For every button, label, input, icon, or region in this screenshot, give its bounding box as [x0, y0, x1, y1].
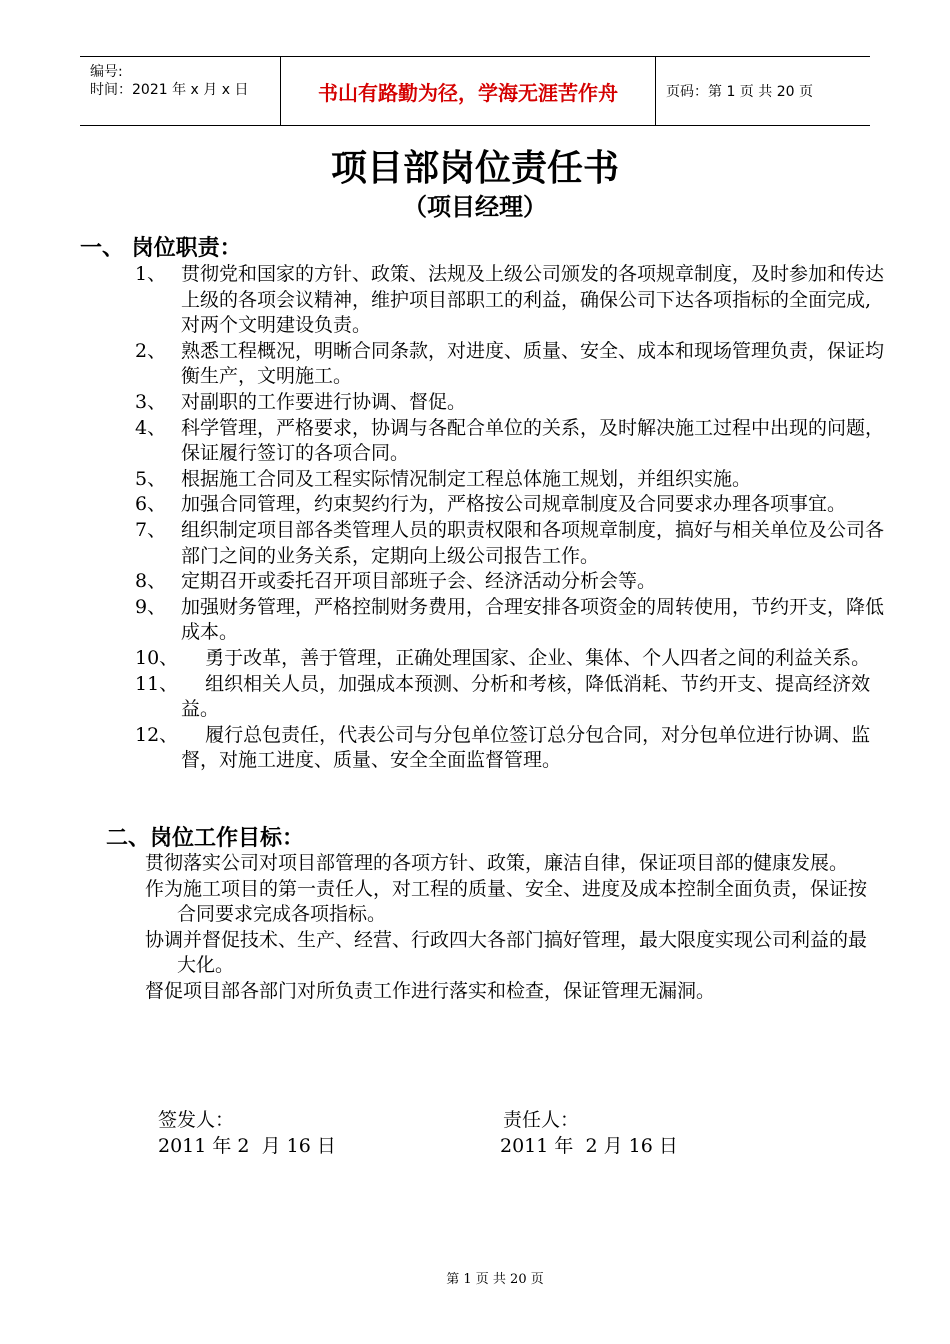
- list-item: [135, 492, 885, 518]
- item-text: 科学管理，严格要求，协调与各配合单位的关系，及时解决施工过程中出现的问题，保证履行签订的各项合同。: [181, 416, 885, 465]
- document-title: 项目部岗位责任书: [330, 148, 619, 189]
- list-item: [135, 518, 885, 569]
- document-date-label: 时间：2021 年 x 月 x 日: [90, 82, 249, 98]
- page-footer: 第 1 页 共 20 页: [446, 1272, 544, 1287]
- item-number: 11、: [135, 672, 179, 695]
- item-number: 2、: [135, 339, 167, 362]
- item-text: 加强财务管理，严格控制财务费用，合理安排各项资金的周转使用，节约开支，降低成本。: [181, 595, 885, 644]
- section-heading-goals: 二、岗位工作目标：: [106, 826, 305, 851]
- list-item: [135, 416, 885, 467]
- item-text: 定期召开或委托召开项目部班子会、经济活动分析会等。: [181, 570, 657, 593]
- list-item: [135, 723, 885, 774]
- item-number: 12、: [135, 723, 179, 746]
- item-text: 组织制定项目部各类管理人员的职责权限和各项规章制度，搞好与相关单位及公司各部门之间的业务关系，定期向上级公司报告工作。: [181, 518, 885, 567]
- goals-list: [145, 851, 885, 1005]
- goal-item: 作为施工项目的第一责任人，对工程的质量、安全、进度及成本控制全面负责，保证按合同要求完成各项指标。: [145, 877, 868, 926]
- list-item: [135, 595, 885, 646]
- list-item: [135, 646, 885, 672]
- item-number: 5、: [135, 467, 167, 490]
- item-number: 4、: [135, 416, 167, 439]
- item-text: 对副职的工作要进行协调、督促。: [181, 390, 467, 413]
- item-number: 1、: [135, 263, 167, 285]
- list-item: [135, 339, 885, 390]
- section-heading-duties: 一、 岗位职责：: [80, 236, 242, 261]
- document-number-label: 编号:: [90, 64, 123, 80]
- duties-list: [135, 262, 885, 774]
- item-text: 贯彻党和国家的方针、政策、法规及上级公司颁发的各项规章制度，及时参加和传达上级的各项会议精神，维护项目部职工的利益，确保公司下达各项指标的全面完成,对两个文明建设负责。: [181, 263, 885, 337]
- list-item: [135, 672, 885, 723]
- header-meta: [80, 57, 280, 125]
- responsible-label: 责任人：: [503, 1109, 580, 1131]
- item-text: 熟悉工程概况，明晰合同条款，对进度、质量、安全、成本和现场管理负责，保证均衡生产，文明施工。: [181, 339, 885, 388]
- page-header: [80, 56, 870, 126]
- item-number: 7、: [135, 518, 167, 541]
- goal-item: 贯彻落实公司对项目部管理的各项方针、政策，廉洁自律，保证项目部的健康发展。: [145, 852, 849, 874]
- item-text: 根据施工合同及工程实际情况制定工程总体施工规划，并组织实施。: [181, 467, 752, 490]
- item-number: 10、: [135, 646, 179, 669]
- item-text: 组织相关人员，加强成本预测、分析和考核，降低消耗、节约开支、提高经济效益。: [181, 672, 871, 721]
- goal-item: 协调并督促技术、生产、经营、行政四大各部门搞好管理，最大限度实现公司利益的最大化。: [145, 928, 868, 977]
- item-number: 9、: [135, 595, 167, 618]
- item-text: 勇于改革，善于管理，正确处理国家、企业、集体、个人四者之间的利益关系。: [181, 646, 871, 669]
- list-item: [135, 467, 885, 493]
- header-motto: 书山有路勤为径，学海无涯苦作舟: [280, 57, 656, 125]
- list-item: [135, 569, 885, 595]
- item-text: 加强合同管理，约束契约行为，严格按公司规章制度及合同要求办理各项事宜。: [181, 493, 847, 516]
- responsible-date: 2011 年 2 月 16 日: [500, 1135, 678, 1157]
- item-text: 履行总包责任，代表公司与分包单位签订总分包合同，对分包单位进行协调、监督，对施工进度、质量、安全全面监督管理。: [181, 723, 871, 772]
- header-page-number: 页码：第 1 页 共 20 页: [666, 84, 813, 100]
- issuer-date: 2011 年 2 月 16 日: [158, 1135, 336, 1157]
- list-item: [135, 262, 885, 339]
- goal-item: 督促项目部各部门对所负责工作进行落实和检查，保证管理无漏洞。: [145, 979, 716, 1002]
- document-subtitle: （项目经理）: [403, 193, 547, 221]
- item-number: 8、: [135, 570, 167, 593]
- list-item: [135, 390, 885, 416]
- issuer-label: 签发人：: [158, 1109, 235, 1131]
- item-number: 6、: [135, 493, 167, 516]
- item-number: 3、: [135, 390, 167, 413]
